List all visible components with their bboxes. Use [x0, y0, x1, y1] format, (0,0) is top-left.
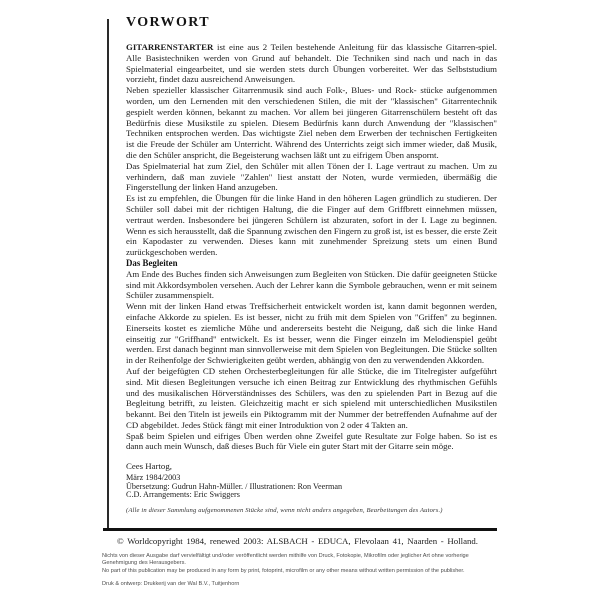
- credit-cd-arrangements: C.D. Arrangements: Eric Swiggers: [126, 490, 240, 500]
- paragraph-closing: Spaß beim Spielen und eifriges Üben werden ohne Zweifel gute Resultate zur Folge haben. So ist es dann auch mein Wunsch, daß dieses Buch für Viele ein guter Start mit der Gitarre sein möge.: [126, 430, 497, 452]
- imprint-english-line: No part of this publication may be produced in any form by print, fotoprint, microfilm or any other means without written permission of the publisher.: [102, 567, 465, 574]
- intro-paragraph-text: ist eine aus 2 Teilen bestehende Anleitung für das klassische Gitarren-spiel. Alle Basistechniken werden von Grund auf behandelt. Die Techniken sind nach und nach in das Spielmaterial eingearbeitet, und sie werden stets durch Übungen vorbereitet. Wer das Selbststudium vorzieht, findet dazu ausreichend Anweisungen.: [126, 42, 497, 85]
- section-heading-das-begleiten: Das Begleiten: [126, 257, 178, 268]
- left-vertical-rule: [107, 19, 109, 529]
- paragraph-cd: Auf der beigefügten CD stehen Orchesterbegleitungen für alle Stücke, die im Titelregister aufgeführt sind. Mit diesen Begleitungen versuche ich einen Beitrag zur Entwicklung des rhythmischen Gefühls und des musikalischen Hörverständnisses des Schülers, was den zu spielenden Part in Bezug auf die Begleitung betrifft, zu leisten. Gleichzeitig macht er sich spielend mit unterschiedlichen Musikstilen bekannt. Bei den Titeln ist jeweils ein Piktogramm mit der Nummer der betreffenden Aufnahme auf der CD abgebildet. Jedes Stück fängt mit einer Introduktion von 2 oder 4 Takten an.: [126, 365, 497, 430]
- paragraph-styles: Neben spezieller klassischer Gitarrenmusik sind auch Folk-, Blues- und Rock- stücke aufgenommen worden, um den Lernenden mit den verschiedenen Stilen, die mit der "klassischen" Gitarrentechnik gespielt werden können, bekannt zu machen. Vor allem bei jüngeren Gitarrenschülern besteht oft das Bedürfnis diese Musikstile zu spielen. Diesem Bedürfnis kann durch Anwendung der "klassischen" Techniken entsprochen werden. Das wichtigste Ziel neben dem Erwerben der technischen Fertigkeiten ist die Freude der Schüler am Unterricht. Während des Unterrichts zeigt sich immer wieder, daß Musik, die den Schüler anspricht, die Begeisterung wachsen läßt unt zu eifrigem Üben anspornt.: [126, 85, 497, 160]
- credit-date: März 1984/2003: [126, 473, 181, 483]
- printer-line: Druk & ontwerp: Drukkerij van der Wal B.V., Tuitjenhorn: [102, 581, 240, 588]
- copyright-line: © Worldcopyright 1984, renewed 2003: ALSBACH - EDUCA, Flevolaan 41, Naarden - Holland.: [117, 536, 478, 546]
- credits-block: [126, 474, 497, 500]
- page-title: VORWORT: [126, 15, 210, 30]
- paragraph-spielmaterial: Das Spielmaterial hat zum Ziel, den Schüler mit allen Tönen der I. Lage vertraut zu machen. Um zu verhindern, daß man zuviele "Zahlen" liest anstatt der Noten, wurde vermieden, übermäßig die Fingerstellung der linken Hand anzugeben.: [126, 160, 497, 193]
- author-signature: Cees Hartog,: [126, 461, 172, 472]
- bottom-thick-rule: [103, 528, 497, 531]
- imprint-german-line-1: Nichts von dieser Ausgabe darf vervielfältigt und/oder veröffentlicht werden mithilfe von Druck, Fotokopie, Mikrofilm oder jeglicher Art ohne vorherige: [102, 553, 469, 559]
- intro-lead-word: GITARRENSTARTER: [126, 42, 214, 52]
- credit-translation: Übersetzung: Gudrun Hahn-Müller. / Illustrationen: Ron Veerman: [126, 481, 343, 491]
- imprint-german-line-2: Genehmigung des Herausgebers.: [102, 560, 186, 567]
- imprint-block: [102, 553, 502, 589]
- paragraph-begleiten-1: Am Ende des Buches finden sich Anweisungen zum Begleiten von Stücken. Die dafür geeigneten Stücke sind mit Akkordsymbolen versehen. Auch der Lehrer kann die Symbole gebrauchen, wenn er mit seinem Schüler zusammenspielt.: [126, 268, 497, 301]
- foreword-text-block: [126, 15, 497, 514]
- intro-paragraph: [126, 42, 497, 85]
- paragraph-begleiten-2: Wenn mit der linken Hand etwas Treffsicherheit entwickelt worden ist, kann damit begonnen werden, einfache Akkorde zu spielen. Es ist besser, nicht zu früh mit dem Spielen von "Griffen" zu beginnen. Einerseits kostet es ziemliche Mühe und andererseits besteht die Neigung, daß sich die linke Hand einseitig zur "Griffhand" entwickelt. Es ist besser, wenn die Finger einzeln im Melodienspiel geübt werden. Erst danach beginnt man sinnvollerweise mit dem Spielen von Begleitungen. Die Stücke sollten in der Reihenfolge der Schwierigkeiten geübt werden, abhängig von den zu verwendenden Akkorden.: [126, 301, 497, 366]
- paragraph-empfehlung: Es ist zu empfehlen, die Übungen für die linke Hand in den höheren Lagen gründlich zu studieren. Der Schüler soll dabei mit der richtigen Haltung, die die Finger auf dem Griffbrett einnehmen müssen, vertraut werden. Insbesondere bei jüngeren Schülern ist abzuraten, sofort in der I. Lage zu beginnen. Wenn es sich herausstellt, daß die Spannung zwischen den Fingern zu groß ist, ist es besser, die erste Zeit ein Kapodaster zu verwenden. Dieses kann mit zunehmender Spreizung stets um einen Bund zurückgeschoben werden.: [126, 193, 498, 258]
- collection-note: (Alle in dieser Sammlung aufgenommenen Stücke sind, wenn nicht anders angegeben, Bearbeitungen des Autors.): [126, 506, 443, 514]
